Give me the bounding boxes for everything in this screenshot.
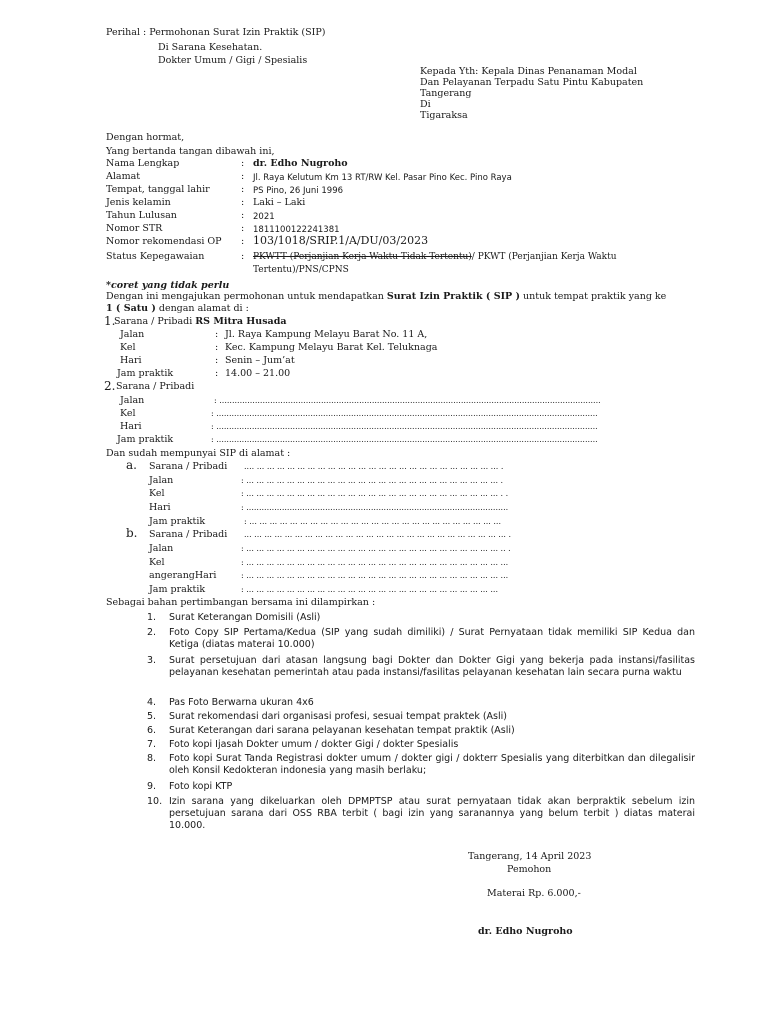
identity-label-graduation: Tahun Lulusan xyxy=(106,210,177,221)
sip-a-label: Jalan xyxy=(149,475,174,486)
attachment-item: Surat rekomendasi dari organisasi profesi, sesuai tempat praktek (Asli) xyxy=(169,711,507,722)
signer-name: dr. Edho Nugroho xyxy=(478,926,573,937)
attachment-number: 4. xyxy=(147,697,157,708)
identity-value-str: 1811100122241381 xyxy=(253,225,340,235)
place-1-value: Senin – Jum’at xyxy=(225,355,295,366)
request-count: 1 ( Satu ) xyxy=(106,303,156,314)
identity-label-name: Nama Lengkap xyxy=(106,158,180,169)
sip-b-blank: : ... ... ... ... ... ... ... ... ... ... ... ... ... ... ... ... ... ... ... ... ... ... ... ... ... ... xyxy=(241,558,509,567)
status-struck-option: PKWTT (Perjanjian Kerja Waktu Tidak Tertentu) xyxy=(253,252,472,262)
place-1-label: Kel xyxy=(120,342,136,353)
sip-a-blank: : ... ... ... ... ... ... ... ... ... ... ... ... ... ... ... ... ... ... ... ... ... ... ... ... ... . . xyxy=(241,489,509,498)
recipient-line-3: Tangerang xyxy=(420,88,472,99)
place-1-facility-name: RS Mitra Husada xyxy=(195,316,287,327)
colon: : xyxy=(241,158,245,169)
sip-a-label: Hari xyxy=(149,502,171,513)
attachment-item: Foto Copy SIP Pertama/Kedua (SIP yang sudah dimiliki) / Surat Pernyataan tidak memiliki SIP Kedua dan Ketiga (diatas materai 10.000) xyxy=(169,627,695,650)
place-1-value: Jl. Raya Kampung Melayu Barat No. 11 A, xyxy=(225,329,428,340)
identity-label-status: Status Kepegawaian xyxy=(106,251,205,262)
existing-sip-intro: Dan sudah mempunyai SIP di alamat : xyxy=(106,448,291,459)
sip-a-title-blank: .... ... ... ... ... ... ... ... ... ... ... ... ... ... ... ... ... ... ... ... ... ... ... ... ... . xyxy=(244,462,504,471)
request-text: Dengan ini mengajukan permohonan untuk mendapatkan xyxy=(106,291,387,302)
sip-a-blank: : ... ... ... ... ... ... ... ... ... ... ... ... ... ... ... ... ... ... ... ... ... ... ... ... ... . xyxy=(241,476,504,485)
attachment-item: Pas Foto Berwarna ukuran 4x6 xyxy=(169,697,314,708)
sip-b-title-blank: ... ... ... ... ... ... ... ... ... ... ... ... ... ... ... ... ... ... ... ... ... ... ... ... ... ... . xyxy=(244,530,512,539)
place-2-title: Sarana / Pribadi xyxy=(116,381,195,392)
recipient-line-1: Kepada Yth: Kepala Dinas Penanaman Modal xyxy=(420,66,637,77)
sip-b-blank: : ... ... ... ... ... ... ... ... ... ... ... ... ... ... ... ... ... ... ... ... ... ... ... ... ... xyxy=(241,585,498,594)
colon: : xyxy=(241,197,245,208)
attachment-number: 1. xyxy=(147,612,157,623)
subject-line: Perihal : Permohonan Surat Izin Praktik (SIP) xyxy=(106,27,326,38)
sip-a-blank: : ... ... ... ... ... ... ... ... ... ... ... ... ... ... ... ... ... ... ... ... ... ... ... ... ... xyxy=(244,517,501,526)
identity-value-address: Jl. Raya Kelutum Km 13 RT/RW Kel. Pasar Pino Kec. Pino Raya xyxy=(253,173,512,183)
colon: : xyxy=(241,251,245,262)
place-1-value: Kec. Kampung Melayu Barat Kel. Teluknaga xyxy=(225,342,438,353)
attachment-item: Foto kopi KTP xyxy=(169,781,233,792)
place-2-blank: : ...................................................................................................................................................... xyxy=(211,422,598,431)
sip-b-label: Jam praktik xyxy=(149,584,206,595)
attachment-number: 10. xyxy=(147,796,163,807)
sip-b-label: angerangHari xyxy=(149,570,217,581)
place-1-value: 14.00 – 21.00 xyxy=(225,368,291,379)
sip-a-title: Sarana / Pribadi xyxy=(149,461,228,472)
identity-label-recommendation: Nomor rekomendasi OP xyxy=(106,236,222,247)
place-2-label: Jam praktik xyxy=(117,434,174,445)
attachment-number: 3. xyxy=(147,655,157,666)
colon: : xyxy=(241,210,245,221)
request-count-after: dengan alamat di : xyxy=(155,303,249,314)
sip-b-label: Kel xyxy=(149,557,165,568)
place-2-blank: : ...................................................................................................................................................... xyxy=(214,396,601,405)
greeting: Dengan hormat, xyxy=(106,132,185,143)
colon: : xyxy=(215,329,219,340)
identity-label-address: Alamat xyxy=(106,171,141,182)
place-1-label: Hari xyxy=(120,355,142,366)
sip-b-title: Sarana / Pribadi xyxy=(149,529,228,540)
place-date: Tangerang, 14 April 2023 xyxy=(468,851,592,862)
colon: : xyxy=(241,223,245,234)
recipient-line-2: Dan Pelayanan Terpadu Satu Pintu Kabupaten xyxy=(420,77,644,88)
signer-role: Pemohon xyxy=(507,864,552,875)
place-2-label: Hari xyxy=(120,421,142,432)
identity-label-birth: Tempat, tanggal lahir xyxy=(106,184,210,195)
colon: : xyxy=(215,368,219,379)
strike-note: *coret yang tidak perlu xyxy=(106,280,230,291)
place-2-blank: : ...................................................................................................................................................... xyxy=(211,435,598,444)
subject-line-3: Dokter Umum / Gigi / Spesialis xyxy=(158,55,308,66)
sip-a-label: Jam praktik xyxy=(149,516,206,527)
sip-b-letter: b. xyxy=(126,526,138,540)
request-text-after: untuk tempat praktik yang ke xyxy=(520,291,667,302)
place-2-blank: : ...................................................................................................................................................... xyxy=(211,409,598,418)
attachment-item: Surat Keterangan Domisili (Asli) xyxy=(169,612,321,623)
recipient-line-5: Tigaraksa xyxy=(420,110,468,121)
attachment-item: Izin sarana yang dikeluarkan oleh DPMPTSP atau surat pernyataan tidak akan berpraktik sebelum izin persetujuan sarana dari OSS RBA terbit ( bagi izin yang saranannya yang belum terbit ) diatas materai 10.000. xyxy=(169,796,695,831)
attachment-number: 2. xyxy=(147,627,157,638)
recipient-line-4: Di xyxy=(420,99,431,110)
attachments-intro: Sebagai bahan pertimbangan bersama ini dilampirkan : xyxy=(106,597,376,608)
sip-a-letter: a. xyxy=(126,458,137,472)
place-2-label: Jalan xyxy=(120,395,145,406)
colon: : xyxy=(241,184,245,195)
place-2-number: 2. xyxy=(104,379,116,393)
place-1-label: Jalan xyxy=(120,329,145,340)
sip-b-blank: : ... ... ... ... ... ... ... ... ... ... ... ... ... ... ... ... ... ... ... ... ... ... ... ... ... ... xyxy=(241,571,509,580)
colon: : xyxy=(215,342,219,353)
sip-a-blank: : ....................................................................................................... xyxy=(241,503,509,512)
colon: : xyxy=(241,236,245,247)
request-count-line xyxy=(106,303,249,315)
intro: Yang bertanda tangan dibawah ini, xyxy=(106,146,275,157)
attachment-item: Foto kopi Surat Tanda Registrasi dokter umum / dokter gigi / dokterr Spesialis yang diterbitkan dan dilegalisir oleh Konsil Kedokteran indonesia yang masih berlaku; xyxy=(169,753,695,776)
attachment-item: Surat Keterangan dari sarana pelayanan kesehatan tempat praktik (Asli) xyxy=(169,725,515,736)
status-other-options: / PKWT (Perjanjian Kerja Waktu xyxy=(471,252,617,262)
sip-b-blank: : ... ... ... ... ... ... ... ... ... ... ... ... ... ... ... ... ... ... ... ... ... ... ... ... ... .. . xyxy=(241,544,511,553)
place-2-label: Kel xyxy=(120,408,136,419)
attachment-item: Surat persetujuan dari atasan langsung bagi Dokter dan Dokter Gigi yang bekerja pada instansi/fasilitas pelayanan kesehatan pemerintah atau pada instansi/fasilitas pelayanan kesehatan lain secara purna waktu xyxy=(169,655,695,678)
place-1-title xyxy=(114,316,287,328)
request-sip: Surat Izin Praktik ( SIP ) xyxy=(386,291,520,302)
identity-value-name: dr. Edho Nugroho xyxy=(253,158,348,169)
identity-label-str: Nomor STR xyxy=(106,223,163,234)
identity-value-graduation: 2021 xyxy=(253,212,275,222)
sip-a-label: Kel xyxy=(149,488,165,499)
attachment-number: 5. xyxy=(147,711,157,722)
subject-line-2: Di Sarana Kesehatan. xyxy=(158,42,263,53)
place-1-number: 1. xyxy=(104,314,116,328)
identity-value-status xyxy=(253,251,617,263)
identity-value-recommendation: 103/1018/SRIP.1/A/DU/03/2023 xyxy=(253,234,429,247)
attachment-number: 8. xyxy=(147,753,157,764)
attachment-item: Foto kopi Ijasah Dokter umum / dokter Gigi / dokter Spesialis xyxy=(169,739,459,750)
identity-label-gender: Jenis kelamin xyxy=(106,197,171,208)
colon: : xyxy=(215,355,219,366)
identity-value-status-line2: Tertentu)/PNS/CPNS xyxy=(253,265,349,275)
request-line xyxy=(106,291,666,303)
place-1-label: Jam praktik xyxy=(117,368,174,379)
attachment-number: 7. xyxy=(147,739,157,750)
attachment-number: 6. xyxy=(147,725,157,736)
attachment-number: 9. xyxy=(147,781,157,792)
colon: : xyxy=(241,171,245,182)
stamp-duty: Materai Rp. 6.000,- xyxy=(487,888,581,899)
sip-b-label: Jalan xyxy=(149,543,174,554)
identity-value-gender: Laki – Laki xyxy=(253,197,306,208)
identity-value-birth: PS Pino, 26 Juni 1996 xyxy=(253,186,344,196)
place-1-title-text: Sarana / Pribadi xyxy=(114,316,196,327)
